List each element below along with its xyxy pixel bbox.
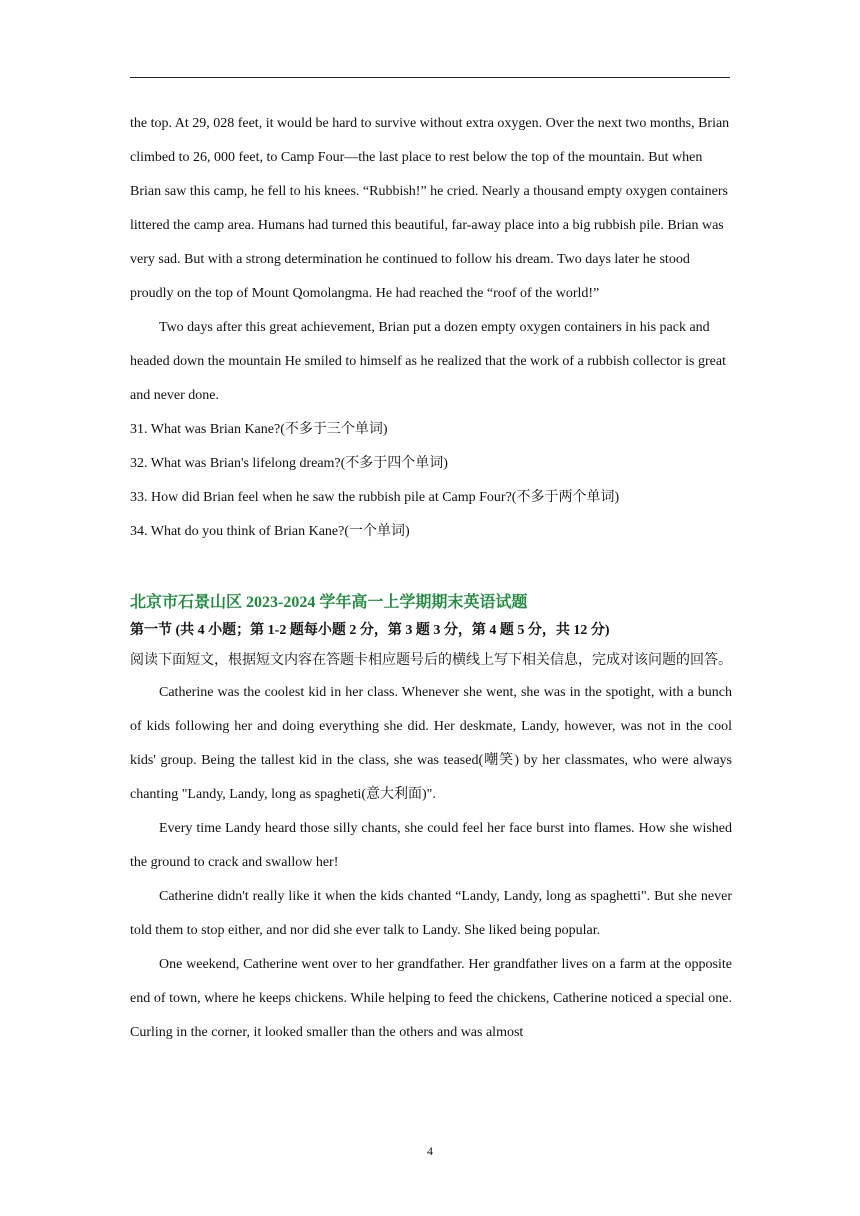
passage2-paragraph-3: Catherine didn't really like it when the kids chanted “Landy, Landy, long as spaghetti". But she never told them to stop either, and nor did she ever talk to Landy. She liked being popular. (130, 889, 732, 938)
question-31: 31. What was Brian Kane?(不多于三个单词) (130, 422, 388, 437)
header-rule (130, 77, 730, 78)
passage1-paragraph-2: Two days after this great achievement, Brian put a dozen empty oxygen containers in his pack and headed down the mountain He smiled to himself as he realized that the work of a rubbish collector is great and never done. (130, 320, 726, 403)
passage2-paragraph-1: Catherine was the coolest kid in her class. Whenever she went, she was in the spotight, with a bunch of kids following her and doing everything she did. Her deskmate, Landy, however, was not in the cool kids' group. Being the tallest kid in the class, she was teased(嘲笑) by her classmates, who were always chanting "Landy, Landy, long as spagheti(意大利面)". (130, 685, 732, 802)
page-content (130, 107, 732, 1050)
question-33: 33. How did Brian feel when he saw the rubbish pile at Camp Four?(不多于两个单词) (130, 490, 620, 505)
instruction: 阅读下面短文，根据短文内容在答题卡相应题号后的横线上写下相关信息，完成对该问题的回答。 (130, 653, 732, 668)
page-number: 4 (427, 1144, 433, 1158)
passage2-paragraph-4: One weekend, Catherine went over to her grandfather. Her grandfather lives on a farm at the opposite end of town, where he keeps chickens. While helping to feed the chickens, Catherine noticed a special one. Curling in the corner, it looked smaller than the others and was almost (130, 957, 732, 1040)
section-title: 第一节 (共 4 小题；第 1-2 题每小题 2 分，第 3 题 3 分，第 4 题 5 分，共 12 分) (130, 623, 610, 638)
passage2-paragraph-2: Every time Landy heard those silly chants, she could feel her face burst into flames. How she wished the ground to crack and swallow her! (130, 821, 732, 870)
question-32: 32. What was Brian's lifelong dream?(不多于四个单词) (130, 456, 448, 471)
passage1-paragraph-1: the top. At 29, 028 feet, it would be hard to survive without extra oxygen. Over the next two months, Brian climbed to 26, 000 feet, to Camp Four—the last place to rest below the top of the mountain. But when Brian saw this camp, he fell to his knees. “Rubbish!” he cried. Nearly a thousand empty oxygen containers littered the camp area. Humans had turned this beautiful, far-away place into a big rubbish pile. Brian was very sad. But with a strong determination he continued to follow his dream. Two days later he stood proudly on the top of Mount Qomolangma. He had reached the “roof of the world!” (130, 116, 730, 301)
exam-heading: 北京市石景山区 2023-2024 学年高一上学期期末英语试题 (130, 594, 528, 611)
question-34: 34. What do you think of Brian Kane?(一个单词) (130, 524, 410, 539)
